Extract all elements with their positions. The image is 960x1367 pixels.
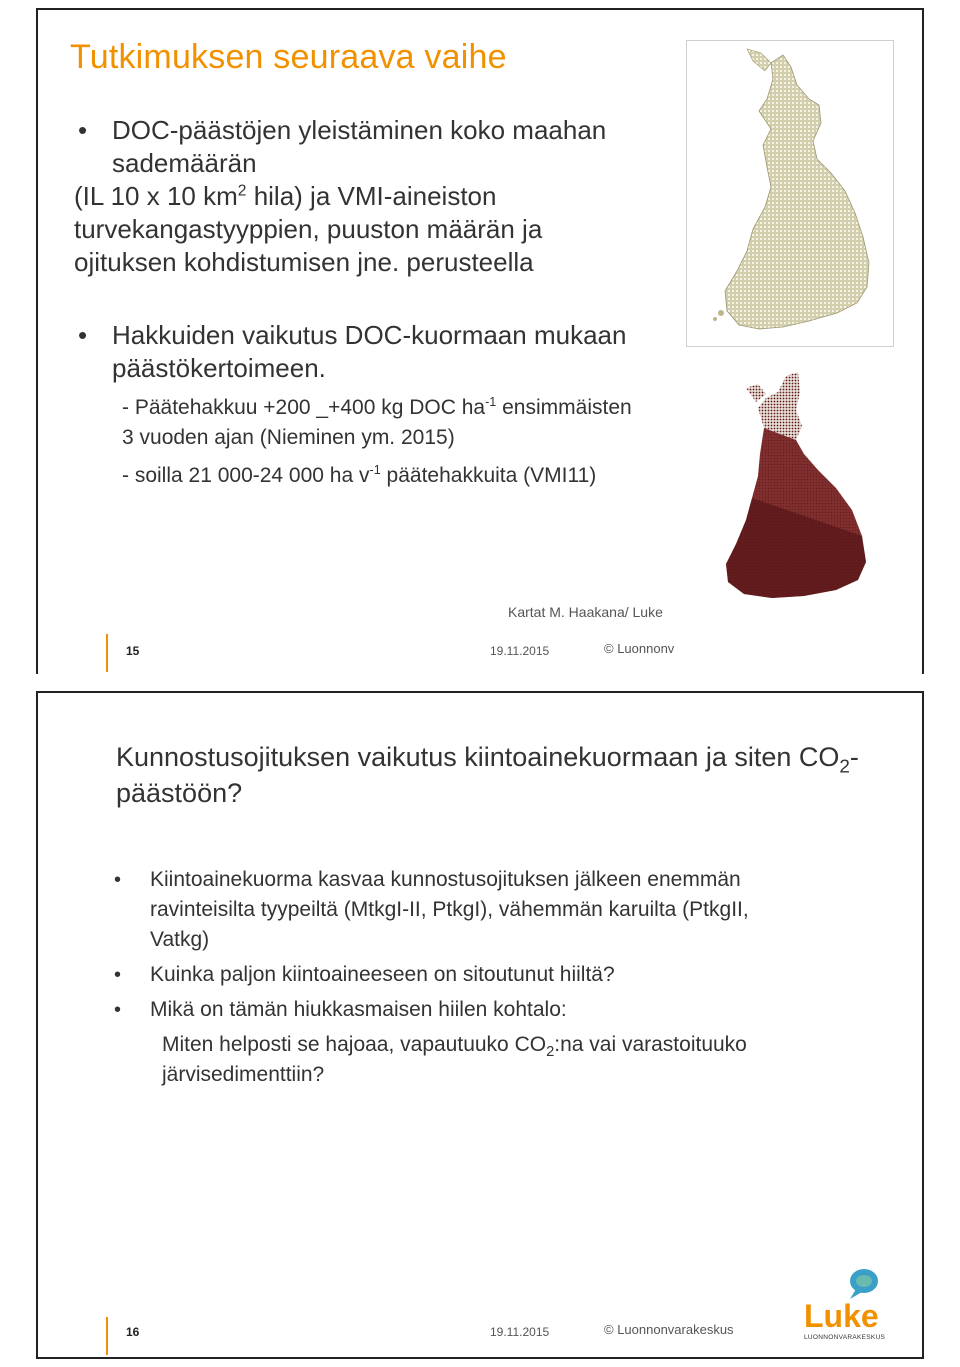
slide-title: Tutkimuksen seuraava vaihe	[70, 38, 507, 76]
svg-text:Luke: Luke	[804, 1298, 879, 1334]
text-part: - soilla 21 000-24 000 ha v	[122, 464, 370, 487]
page-number: 16	[126, 1325, 140, 1339]
finland-dark-map	[686, 358, 892, 598]
bullet-continuation	[74, 180, 638, 279]
title-text: Kunnostusojituksen vaikutus kiintoainekuormaan ja siten CO	[116, 742, 840, 772]
bullet-item	[112, 995, 812, 1025]
superscript: 2	[237, 182, 247, 200]
slide-title	[116, 739, 922, 811]
footer-date: 19.11.2015	[490, 644, 550, 658]
bullet-item	[112, 960, 812, 990]
text-part: :na vai varastoituuko järvisedimenttiin?	[162, 1033, 747, 1086]
text-part: Miten helposti se hajoaa, vapautuuko CO	[162, 1033, 547, 1056]
sub-item	[78, 393, 638, 453]
bullet-text: Mikä on tämän hiukkasmaisen hiilen kohtalo:	[150, 998, 567, 1021]
luke-logo	[800, 1261, 890, 1351]
text-part: hila) ja VMI-aineiston turvekangastyyppien, puuston määrän ja ojituksen kohdistumisen jne. perusteella	[74, 181, 543, 277]
indented-text	[112, 1030, 812, 1090]
page-number: 15	[126, 644, 140, 658]
subscript: 2	[839, 756, 850, 778]
text-part: - Päätehakkuu +200 _+400 kg DOC ha	[122, 396, 486, 419]
footer-copyright: © Luonnonv	[604, 641, 675, 656]
footer-divider	[106, 634, 108, 672]
title-text: -päästöön?	[116, 742, 859, 808]
slide-body	[112, 865, 812, 1090]
text-part: (IL 10 x 10 km	[74, 181, 238, 211]
subscript: 2	[546, 1044, 555, 1061]
sub-item	[78, 461, 638, 491]
bullet-item	[78, 319, 638, 385]
slide-16	[36, 691, 924, 1359]
bullet-text: DOC-päästöjen yleistäminen koko maahan sademäärän	[112, 115, 607, 178]
bullet-text: Kiintoainekuorma kasvaa kunnostusojituksen jälkeen enemmän ravinteisilta tyypeiltä (MtkgI-II, PtkgI), vähemmän karuilta (PtkgII, Vatkg)	[150, 868, 749, 951]
slide-body	[74, 114, 638, 491]
bullet-text: Kuinka paljon kiintoaineeseen on sitoutunut hiiltä?	[150, 963, 615, 986]
footer-date: 19.11.2015	[490, 1325, 550, 1339]
superscript: -1	[369, 463, 381, 477]
text-part: päätehakkuita (VMI11)	[380, 464, 597, 487]
svg-text:LUONNONVARAKESKUS: LUONNONVARAKESKUS	[804, 1334, 886, 1341]
bullet-item	[112, 865, 812, 955]
bullet-item	[78, 114, 638, 180]
slide-15	[36, 8, 924, 674]
finland-grid-map	[686, 40, 894, 347]
footer-divider	[106, 1317, 108, 1355]
superscript: -1	[485, 395, 497, 409]
footer-copyright: © Luonnonvarakeskus	[604, 1322, 734, 1337]
map-credit: Kartat M. Haakana/ Luke	[508, 604, 663, 620]
text-part: ensimmäisten 3 vuoden ajan (Nieminen ym. 2015)	[122, 396, 632, 449]
bullet-text: Hakkuiden vaikutus DOC-kuormaan mukaan päästökertoimeen.	[112, 320, 627, 383]
